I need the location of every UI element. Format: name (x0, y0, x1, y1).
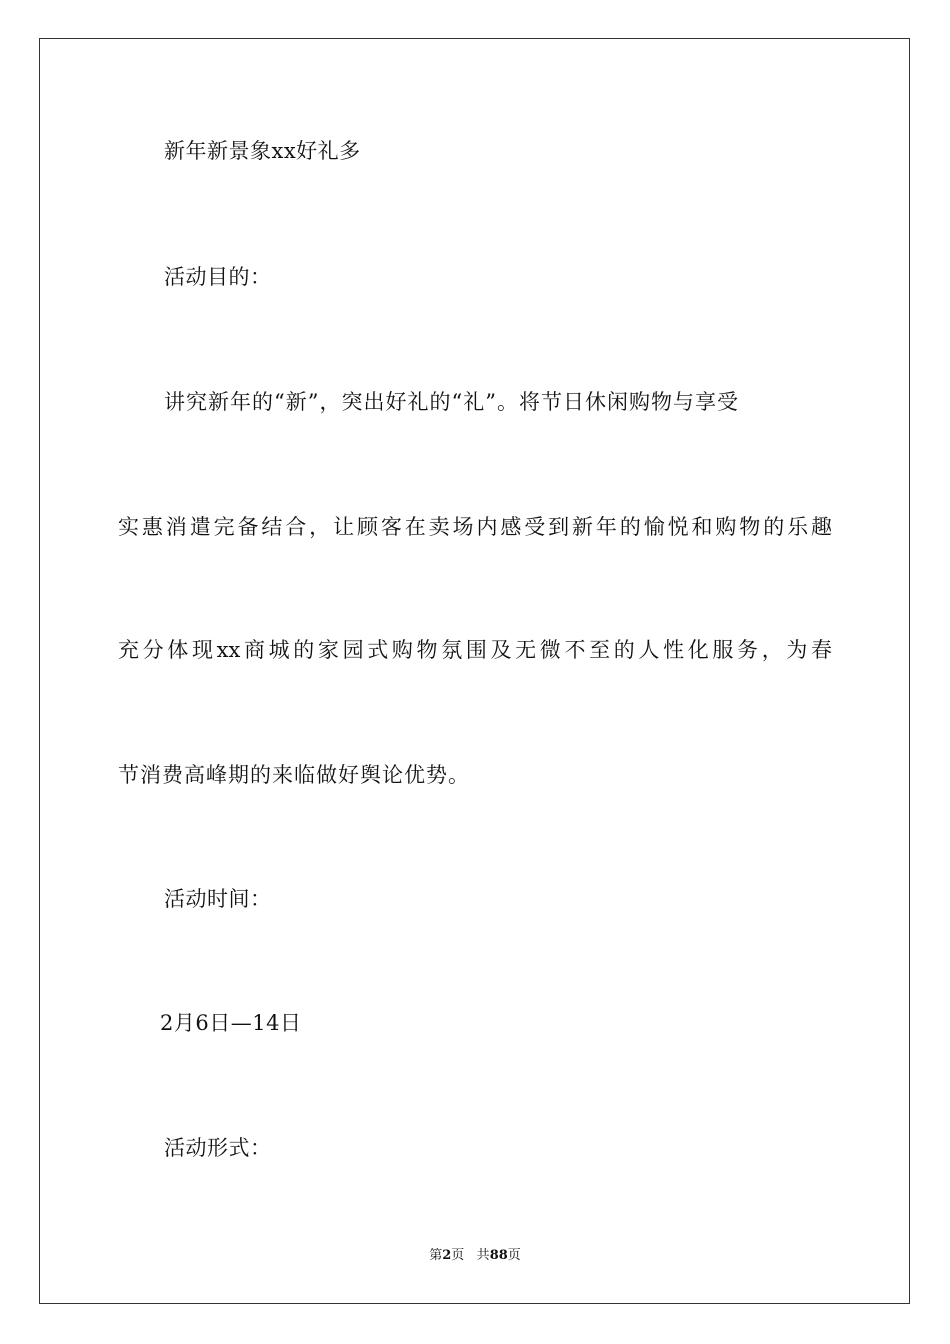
purpose-paragraph-line-3: 充分体现xx商城的家园式购物氛围及无微不至的人性化服务，为春 (118, 638, 832, 662)
footer-total-pages: 88 (489, 1248, 508, 1263)
footer-page-prefix: 第 (429, 1248, 443, 1263)
purpose-paragraph-line-2: 实惠消遣完备结合，让顾客在卖场内感受到新年的愉悦和购物的乐趣 (118, 515, 832, 539)
footer-total-suffix: 页 (507, 1248, 521, 1263)
time-value: 2月6日—14日 (160, 1011, 302, 1035)
footer-page-number: 2 (442, 1248, 452, 1263)
form-heading: 活动形式： (164, 1136, 272, 1160)
purpose-paragraph-line-4: 节消费高峰期的来临做好舆论优势。 (118, 763, 470, 787)
purpose-paragraph-line-1: 讲究新年的“新”，突出好礼的“礼”。将节日休闲购物与享受 (164, 390, 739, 414)
page-footer (0, 1247, 950, 1265)
purpose-heading: 活动目的： (164, 265, 272, 289)
title-line: 新年新景象xx好礼多 (164, 139, 361, 163)
time-heading: 活动时间： (164, 887, 272, 911)
page-border (39, 38, 910, 1304)
footer-total-prefix: 共 (476, 1248, 490, 1263)
footer-page-suffix: 页 (451, 1248, 465, 1263)
